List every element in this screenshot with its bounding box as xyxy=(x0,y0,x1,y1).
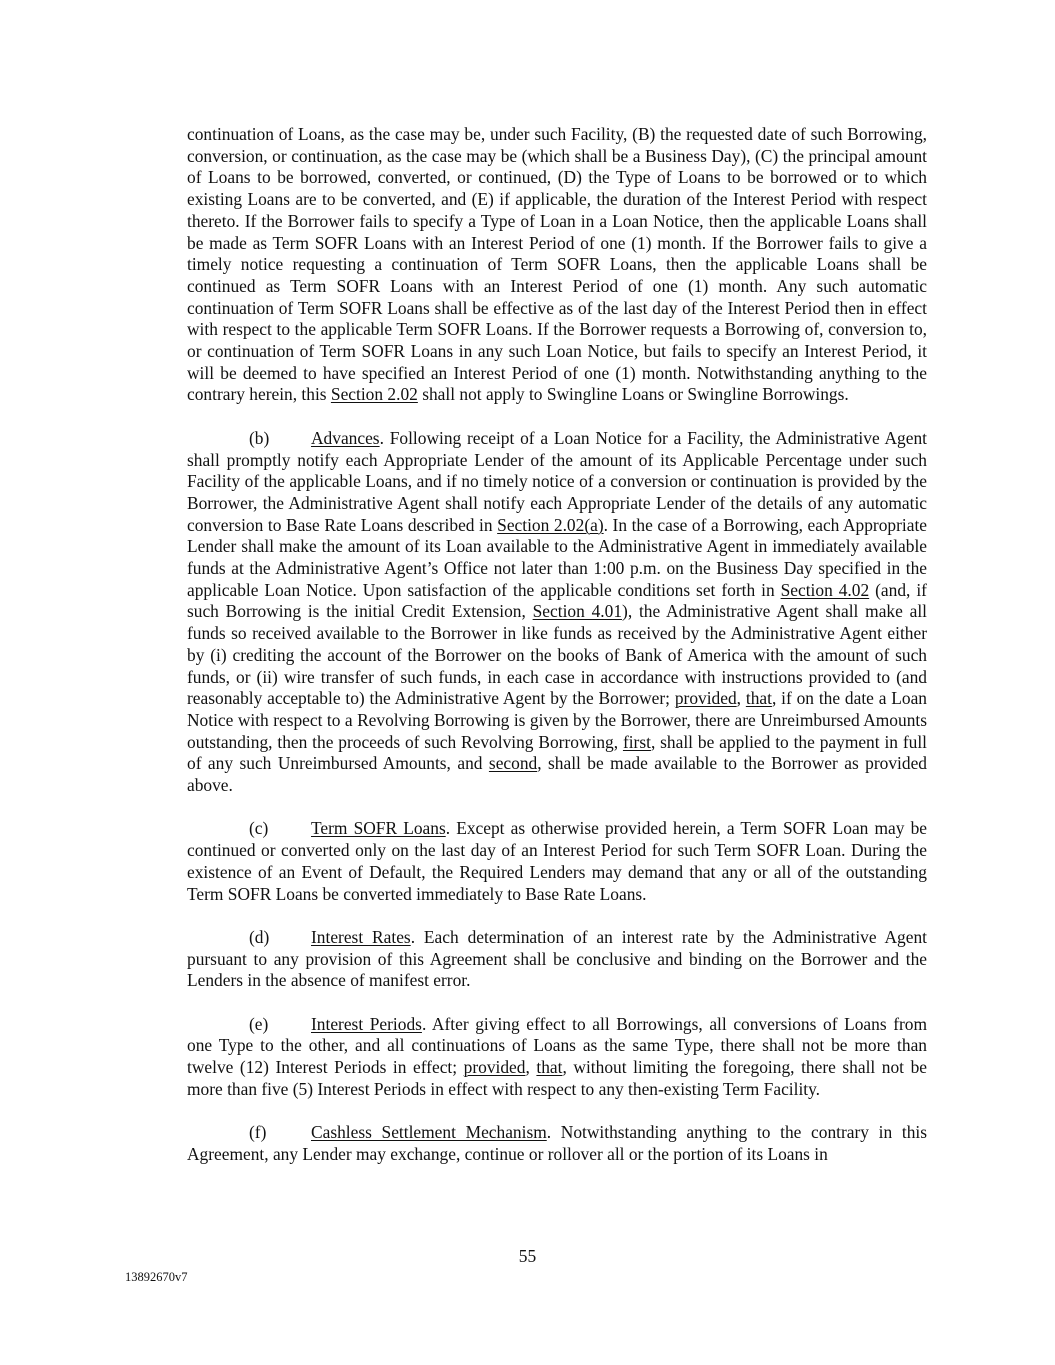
text-run: , without limiting the foregoing, there shall not be more than five (5) Interest Periods in effect with respect to any then-existing Term Facility. xyxy=(187,1057,927,1099)
text-run: . Except as otherwise provided herein, a Term SOFR Loan may be continued or converted only on the last day of an Interest Period for such Term SOFR Loan. During the existence of an Event of Default, the Required Lenders may demand that any or all of the outstanding Term SOFR Loans be converted immediately to Base Rate Loans. xyxy=(187,818,927,904)
text-run: . Following receipt of a Loan Notice for a Facility, the Administrative Agent shall promptly notify each Appropriate Lender of the amount of its Applicable Percentage under such Facility of the applicable Loans, and if no timely notice of a conversion or continuation is provided by the Borrower, the Administrative Agent shall notify each Appropriate Lender of the details of any automatic conversion to Base Rate Loans described in xyxy=(187,427,927,535)
document-id: 13892670v7 xyxy=(125,1270,188,1284)
paragraph-number: (f) xyxy=(249,1122,267,1143)
defined-term: that xyxy=(536,1057,563,1078)
text-run: . Notwithstanding anything to the contrary in this Agreement, any Lender may exchange, continue or rollover all or the portion of its Loans in xyxy=(187,1122,927,1164)
paragraph-number: (c) xyxy=(249,818,269,839)
text-run: . After giving effect to all Borrowings, all conversions of Loans from one Type to the other, and all continuations of Loans as the same Type, there shall not be more than twelve (12) Interest Periods in effect; xyxy=(187,1013,928,1078)
paragraph-number: (d) xyxy=(249,926,270,947)
section-reference: Section 2.02(a) xyxy=(497,514,604,535)
paragraph-b-advances xyxy=(187,428,927,797)
paragraph-number: (e) xyxy=(249,1013,269,1034)
paragraph-heading: Cashless Settlement Mechanism xyxy=(311,1122,547,1143)
text-run: shall not apply to Swingline Loans or Swingline Borrowings. xyxy=(417,384,849,405)
defined-term: that xyxy=(745,688,772,709)
paragraph-heading: Advances xyxy=(311,427,380,448)
section-reference: Section 4.02 xyxy=(780,579,870,600)
paragraph-f-cashless-settlement xyxy=(187,1122,927,1165)
paragraph-heading: Interest Periods xyxy=(311,1013,422,1034)
defined-term: provided xyxy=(463,1057,526,1078)
paragraph-d-interest-rates xyxy=(187,927,927,992)
paragraph-heading: Term SOFR Loans xyxy=(311,818,446,839)
page-number: 55 xyxy=(518,1246,537,1266)
section-reference: Section 4.01 xyxy=(532,601,623,622)
text-run: . Each determination of an interest rate by the Administrative Agent pursuant to any provision of this Agreement shall be conclusive and binding on the Borrower and the Lenders in the absence of manifest error. xyxy=(187,926,927,991)
paragraph-c-term-sofr-loans xyxy=(187,818,927,905)
document-body xyxy=(187,124,927,1187)
paragraph-number: (b) xyxy=(249,427,270,448)
paragraph-heading: Interest Rates xyxy=(311,926,411,947)
text-run: (and, if such Borrowing is the initial Credit Extension, xyxy=(187,579,927,622)
paragraph-e-interest-periods xyxy=(187,1014,927,1101)
text-run: , xyxy=(525,1057,537,1078)
defined-term: first xyxy=(622,731,651,752)
text-run: , shall be made available to the Borrower as provided above. xyxy=(187,753,927,796)
text-run: , if on the date a Loan Notice with respect to a Revolving Borrowing is given by the Borrower, there are Unreimbursed Amounts outstanding, then the proceeds of such Revolving Borrowing, xyxy=(187,688,927,752)
paragraph-continuation xyxy=(187,124,927,406)
text-run: ), the Administrative Agent shall make all funds so received available to the Borrower in like funds as received by the Administrative Agent either by (i) crediting the account of the Borrower on the books of Bank of America with the amount of such funds, or (ii) wire transfer of such funds, in each case in accordance with instructions provided to (and reasonably acceptable to) the Administrative Agent by the Borrower; xyxy=(187,601,928,709)
text-run: . In the case of a Borrowing, each Appropriate Lender shall make the amount of its Loan available to the Administrative Agent in immediately available funds at the Administrative Agent’s Office not later than 1:00 p.m. on the Business Day specified in the applicable Loan Notice. Upon satisfaction of the applicable conditions set forth in xyxy=(187,514,927,600)
defined-term: second xyxy=(488,753,538,774)
text-run: , shall be applied to the payment in full of any such Unreimbursed Amounts, and xyxy=(187,731,927,774)
defined-term: provided xyxy=(674,688,737,709)
section-reference: Section 2.02 xyxy=(330,384,418,405)
text-run: continuation of Loans, as the case may be, under such Facility, (B) the requested date of such Borrowing, conversion, or continuation, as the case may be (which shall be a Business Day), (C) the principal amount of Loans to be borrowed, converted, or continued, (D) the Type of Loans to be borrowed or to which existing Loans are to be converted, and (E) if applicable, the duration of the Interest Period with respect thereto. If the Borrower fails to specify a Type of Loan in a Loan Notice, then the applicable Loans shall be made as Term SOFR Loans with an Interest Period of one (1) month. If the Borrower fails to give a timely notice requesting a continuation of Term SOFR Loans, then the applicable Loans shall be continued as Term SOFR Loans with an Interest Period of one (1) month. Any such automatic continuation of Term SOFR Loans shall be effective as of the last day of the Interest Period then in effect with respect to the applicable Term SOFR Loans. If the Borrower requests a Borrowing of, conversion to, or continuation of Term SOFR Loans in any such Loan Notice, but fails to specify an Interest Period, it will be deemed to have specified an Interest Period of one (1) month. Notwithstanding anything to the contrary herein, this xyxy=(187,124,927,405)
text-run: , xyxy=(736,688,746,709)
